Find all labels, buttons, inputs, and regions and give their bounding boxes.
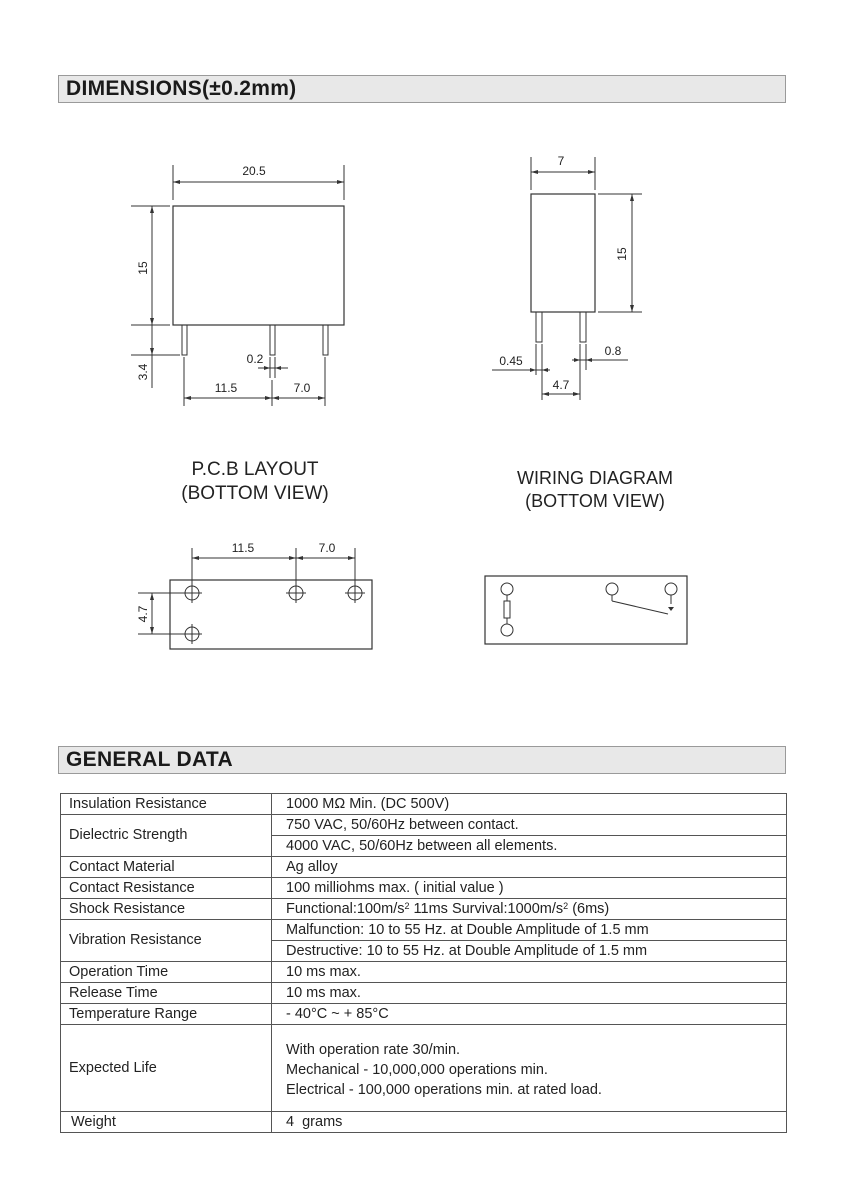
dielectric-label: Dielectric Strength xyxy=(61,815,272,857)
shock-sup1: 2 xyxy=(404,900,410,911)
release-time-label: Release Time xyxy=(61,983,272,1004)
pcb-hole-3 xyxy=(345,583,365,603)
operation-time-value: 10 ms max. xyxy=(272,962,787,983)
vibration-value-2: Destructive: 10 to 55 Hz. at Double Amplitude of 1.5 mm xyxy=(272,941,787,962)
contact-arrow-icon xyxy=(668,607,674,611)
side-pin-right xyxy=(580,312,586,342)
pcb-layout-title xyxy=(175,459,335,505)
pcb-pitch-a-label: 11.5 xyxy=(231,541,255,555)
table-row xyxy=(61,857,787,878)
front-width-label: 20.5 xyxy=(242,164,266,178)
table-row xyxy=(61,1004,787,1025)
table-row xyxy=(61,1025,787,1112)
expected-life-line-2: Mechanical - 10,000,000 operations min. xyxy=(286,1062,548,1078)
temperature-value: - 40°C ~ + 85°C xyxy=(272,1004,787,1025)
pcb-row-pitch-label: 4.7 xyxy=(136,605,150,623)
wiring-diagram-title-line2: (BOTTOM VIEW) xyxy=(525,491,665,511)
side-pin-a-label: 0.45 xyxy=(499,354,523,368)
table-row xyxy=(61,920,787,941)
vibration-value-1: Malfunction: 10 to 55 Hz. at Double Amplitude of 1.5 mm xyxy=(272,920,787,941)
expected-life-value xyxy=(272,1025,787,1112)
dimensions-section-header xyxy=(58,75,786,103)
pitch-a-label: 11.5 xyxy=(214,381,238,395)
pcb-hole-1 xyxy=(182,583,202,603)
pin-length-label: 3.4 xyxy=(136,363,150,381)
operation-time-label: Operation Time xyxy=(61,962,272,983)
pcb-layout-title-line2: (BOTTOM VIEW) xyxy=(181,483,329,504)
dielectric-value-1: 750 VAC, 50/60Hz between contact. xyxy=(272,815,787,836)
contact-resistance-value: 100 milliohms max. ( initial value ) xyxy=(272,878,787,899)
relay-body-front xyxy=(173,206,344,325)
coil-resistor-icon xyxy=(504,601,510,618)
table-row xyxy=(61,1112,787,1133)
vibration-label: Vibration Resistance xyxy=(61,920,272,962)
front-height-label: 15 xyxy=(136,261,150,275)
table-row xyxy=(61,899,787,920)
side-width-label: 7 xyxy=(557,154,565,168)
wiring-diagram-title xyxy=(505,468,685,512)
general-data-section-header xyxy=(58,746,786,774)
table-row xyxy=(61,794,787,815)
expected-life-line-3: Electrical - 100,000 operations min. at rated load. xyxy=(286,1082,602,1098)
expected-life-label: Expected Life xyxy=(61,1025,272,1112)
wiring-board xyxy=(485,576,687,644)
release-time-value: 10 ms max. xyxy=(272,983,787,1004)
pin-right xyxy=(323,325,328,355)
expected-life-line-1: With operation rate 30/min. xyxy=(286,1042,461,1058)
front-view-drawing xyxy=(120,150,380,410)
pcb-layout-drawing xyxy=(130,535,380,655)
table-row xyxy=(61,815,787,836)
temperature-label: Temperature Range xyxy=(61,1004,272,1025)
relay-body-side xyxy=(531,194,595,312)
shock-label: Shock Resistance xyxy=(61,899,272,920)
dimensions-title: DIMENSIONS(±0.2mm) xyxy=(66,77,297,100)
table-row xyxy=(61,983,787,1004)
general-data-title: GENERAL DATA xyxy=(66,748,233,771)
table-row xyxy=(61,962,787,983)
general-data-table xyxy=(60,793,787,1133)
wiring-diagram-title-line1: WIRING DIAGRAM xyxy=(517,468,673,488)
insulation-value: 1000 MΩ Min. (DC 500V) xyxy=(272,794,787,815)
material-value: Ag alloy xyxy=(272,857,787,878)
shock-value xyxy=(272,899,787,920)
shock-sup2: 2 xyxy=(563,900,569,911)
weight-value: 4 grams xyxy=(272,1112,787,1133)
side-pitch-label: 4.7 xyxy=(552,378,570,392)
shock-value-part1: Functional:100m/s xyxy=(286,900,405,917)
side-pin-b-label: 0.8 xyxy=(604,344,622,358)
contact-resistance-label: Contact Resistance xyxy=(61,878,272,899)
table-row xyxy=(61,878,787,899)
side-view-drawing xyxy=(490,150,650,410)
weight-label: Weight xyxy=(61,1112,272,1133)
contact-terminal-no xyxy=(665,583,677,595)
pin-width-label: 0.2 xyxy=(246,352,264,366)
pcb-layout-title-line1: P.C.B LAYOUT xyxy=(191,459,319,480)
contact-terminal-common xyxy=(606,583,618,595)
side-pin-left xyxy=(536,312,542,342)
side-height-label: 15 xyxy=(615,247,629,261)
insulation-label: Insulation Resistance xyxy=(61,794,272,815)
contact-switch-arm xyxy=(612,601,668,614)
shock-value-part3: (6ms) xyxy=(568,900,610,917)
shock-value-part2: 11ms Survival:1000m/s xyxy=(409,900,564,917)
pin-left xyxy=(182,325,187,355)
pitch-b-label: 7.0 xyxy=(293,381,311,395)
pcb-board xyxy=(170,580,372,649)
coil-terminal-top xyxy=(501,583,513,595)
pin-middle xyxy=(270,325,275,355)
dielectric-value-2: 4000 VAC, 50/60Hz between all elements. xyxy=(272,836,787,857)
wiring-diagram-drawing xyxy=(480,570,695,650)
material-label: Contact Material xyxy=(61,857,272,878)
pcb-hole-2 xyxy=(286,583,306,603)
coil-terminal-bottom xyxy=(501,624,513,636)
pcb-hole-4 xyxy=(182,624,202,644)
pcb-pitch-b-label: 7.0 xyxy=(318,541,336,555)
